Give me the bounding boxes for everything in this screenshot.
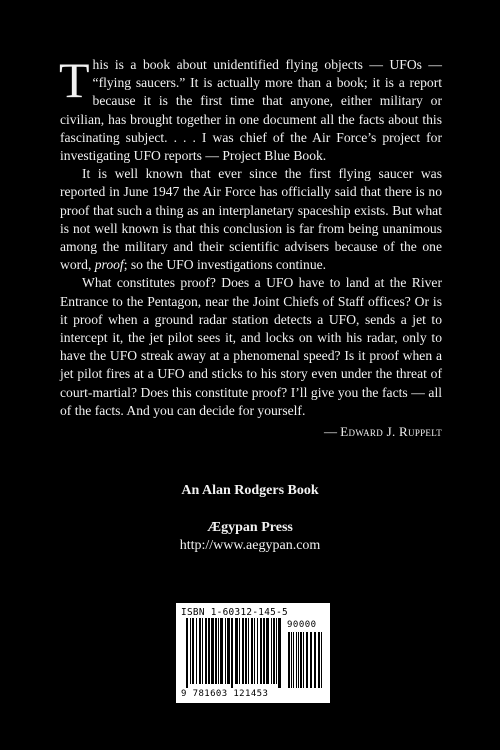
- blurb-paragraph-2-end: ; so the UFO investigations continue.: [123, 257, 327, 273]
- signature-dash: —: [324, 424, 341, 440]
- barcode-ean-digits: 9 781603 121453: [181, 689, 269, 699]
- isbn-label: ISBN 1-60312-145-5: [181, 607, 288, 618]
- series-line: [0, 482, 500, 500]
- author-signature: [60, 423, 442, 441]
- drop-cap: T: [59, 52, 90, 108]
- blurb-paragraph-3: What constitutes proof? Does a UFO have to land at the River Entrance to the Pentagon, near the Joint Chiefs of Staff offices? Or is it proof when a ground radar station detects a UFO, sends a jet to intercept it, the jet pilot sees it, and locks on with his radar, only to have the UFO streak away at a phenomenal speed? Is it proof when a jet pilot fires at a UFO and sticks to his story even under the threat of court-martial? Does this constitute proof? I’ll give you the facts — all of the facts. And you can decide for yourself.: [60, 275, 442, 418]
- author-name: Edward J. Ruppelt: [340, 424, 442, 440]
- emphasis-proof: proof: [94, 257, 124, 273]
- blurb-paragraph-2-text: It is well known that ever since the first flying saucer was reported in June 1947 the Air Force has officially said that there is no proof that such a thing as an interplanetary spaceship exists. But what is not well known is that this conclusion is far from being unanimous among the military and their scientific advisers because of the one word,: [60, 166, 442, 273]
- blurb-paragraph-1: [59, 52, 442, 165]
- publisher-name: Ægypan Press: [207, 520, 293, 535]
- back-cover-blurb: [59, 52, 442, 441]
- series-name: An Alan Rodgers Book: [181, 483, 319, 498]
- publisher-url: http://www.aegypan.com: [179, 538, 321, 553]
- blurb-paragraph-2: [60, 165, 442, 274]
- publisher-block: [0, 519, 500, 555]
- barcode-bars: [184, 618, 324, 690]
- isbn-barcode: [176, 603, 330, 703]
- barcode-addon-digits: 90000: [287, 620, 317, 630]
- blurb-paragraph-1-text: his is a book about unidentified flying objects — UFOs — “flying saucers.” It is actually more than a book; it is a report because it is the first time that anyone, either military or civilian, has brought together in one document all the facts about this fascinating subject. . . . I was chief of the Air Force’s project for investigating UFO reports — Project Blue Book.: [60, 57, 442, 164]
